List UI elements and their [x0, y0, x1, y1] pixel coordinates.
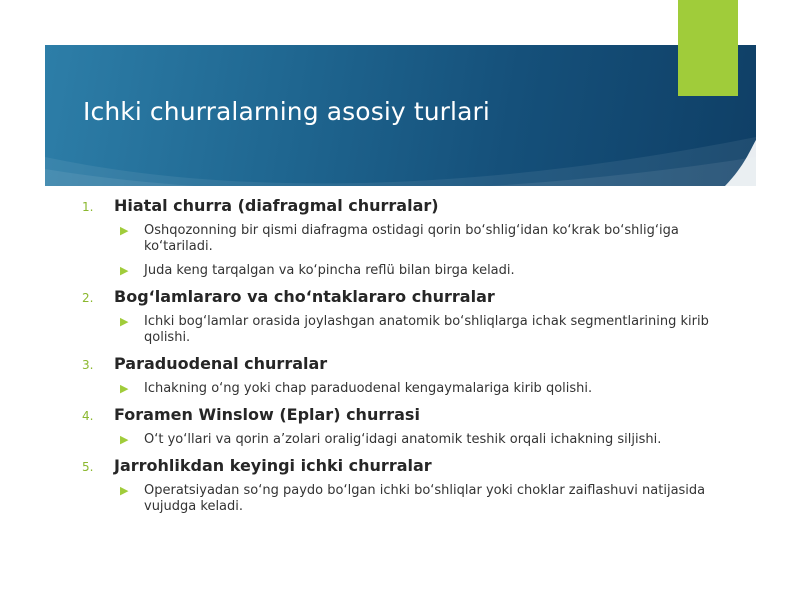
slide-title: Ichki churralarning asosiy turlari — [83, 97, 490, 126]
bullet-text: O‘t yo‘llari va qorin a’zolari oralig‘idagi anatomik teshik orqali ichakning siljishi. — [144, 432, 662, 447]
bullet-text: Juda keng tarqalgan va ko‘pincha reflü bilan birga keladi. — [144, 263, 515, 278]
bullet-text: Ichakning o‘ng yoki chap paraduodenal kengaymalariga kirib qolishi. — [144, 381, 593, 396]
list-item-number: 5. — [82, 460, 94, 474]
list-item — [82, 354, 742, 397]
list-item-heading — [82, 354, 742, 373]
list-item-title: Paraduodenal churralar — [114, 354, 328, 373]
triangle-bullet-icon: ▶ — [120, 382, 129, 395]
list-item-heading — [82, 405, 742, 424]
list-item-title: Foramen Winslow (Eplar) churrasi — [114, 405, 420, 424]
triangle-bullet-icon: ▶ — [120, 224, 129, 237]
list-item-title: Jarrohlikdan keyingi ichki churralar — [114, 456, 432, 475]
bullet-list — [82, 483, 742, 515]
list-item-number: 4. — [82, 409, 94, 423]
list-item-title: Bog‘lamlararo va cho‘ntaklararo churralar — [114, 287, 495, 306]
list-item-heading — [82, 196, 742, 215]
list-item-heading — [82, 456, 742, 475]
bullet-list — [82, 381, 742, 397]
slide-content — [82, 196, 742, 523]
accent-bar — [678, 0, 738, 96]
list-item — [82, 196, 742, 279]
bullet-text: Oshqozonning bir qismi diafragma ostidagi qorin bo‘shlig‘idan ko‘krak bo‘shlig‘iga ko‘tariladi. — [144, 223, 679, 254]
list-item — [82, 456, 742, 515]
list-item-number: 3. — [82, 358, 94, 372]
list-item — [82, 287, 742, 346]
list-item — [82, 405, 742, 448]
bullet-list — [82, 314, 742, 346]
bullet-item — [120, 223, 742, 255]
bullet-list — [82, 223, 742, 279]
triangle-bullet-icon: ▶ — [120, 264, 129, 277]
list-item-number: 2. — [82, 291, 94, 305]
list-item-title: Hiatal churra (diafragmal churralar) — [114, 196, 439, 215]
bullet-item — [120, 432, 742, 448]
triangle-bullet-icon: ▶ — [120, 315, 129, 328]
bullet-item — [120, 314, 742, 346]
bullet-list — [82, 432, 742, 448]
bullet-item — [120, 381, 742, 397]
bullet-text: Ichki bog‘lamlar orasida joylashgan anatomik bo‘shliqlarga ichak segmentlarining kirib qolishi. — [144, 314, 709, 345]
list-item-number: 1. — [82, 200, 94, 214]
list-item-heading — [82, 287, 742, 306]
title-banner — [45, 45, 756, 186]
bullet-text: Operatsiyadan so‘ng paydo bo‘lgan ichki bo‘shliqlar yoki choklar zaiflashuvi natijasida vujudga keladi. — [144, 483, 706, 514]
bullet-item — [120, 263, 742, 279]
bullet-item — [120, 483, 742, 515]
triangle-bullet-icon: ▶ — [120, 433, 129, 446]
triangle-bullet-icon: ▶ — [120, 484, 129, 497]
